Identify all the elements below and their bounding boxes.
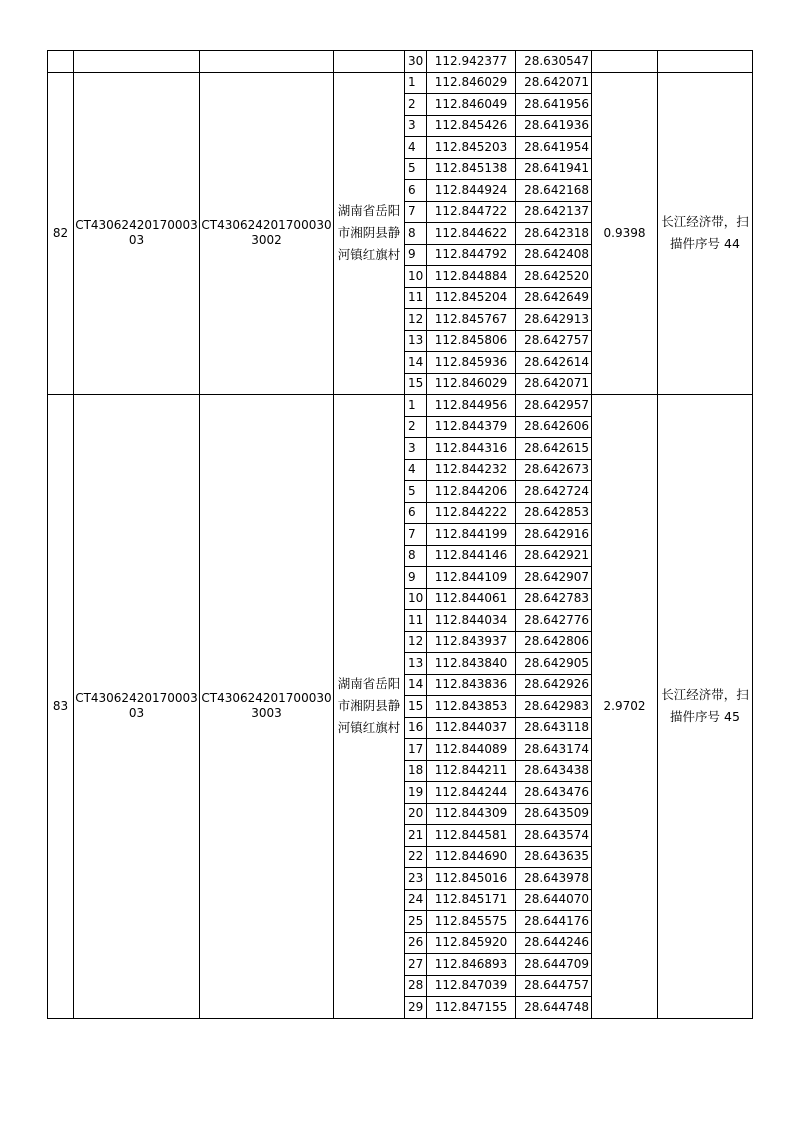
latitude-cell: 28.642408	[516, 244, 592, 266]
longitude-cell: 112.844211	[427, 760, 516, 782]
longitude-cell: 112.845016	[427, 868, 516, 890]
point-seq-cell: 1	[405, 72, 427, 94]
longitude-cell: 112.844037	[427, 717, 516, 739]
point-seq-cell: 10	[405, 588, 427, 610]
longitude-cell: 112.844061	[427, 588, 516, 610]
note-cell: 长江经济带，扫描件序号 45	[658, 395, 753, 1019]
longitude-cell: 112.942377	[427, 51, 516, 73]
longitude-cell: 112.843836	[427, 674, 516, 696]
longitude-cell: 112.844690	[427, 846, 516, 868]
point-seq-cell: 18	[405, 760, 427, 782]
latitude-cell: 28.642907	[516, 567, 592, 589]
latitude-cell: 28.642905	[516, 653, 592, 675]
longitude-cell: 112.845767	[427, 309, 516, 331]
area-cell	[592, 51, 658, 73]
latitude-cell: 28.644757	[516, 975, 592, 997]
longitude-cell: 112.844884	[427, 266, 516, 288]
point-seq-cell: 4	[405, 137, 427, 159]
longitude-cell: 112.844199	[427, 524, 516, 546]
point-seq-cell: 5	[405, 481, 427, 503]
longitude-cell: 112.844722	[427, 201, 516, 223]
point-seq-cell: 20	[405, 803, 427, 825]
point-seq-cell: 30	[405, 51, 427, 73]
note-cell	[658, 51, 753, 73]
longitude-cell: 112.844924	[427, 180, 516, 202]
table-row	[48, 72, 753, 94]
latitude-cell: 28.641941	[516, 158, 592, 180]
latitude-cell: 28.644176	[516, 911, 592, 933]
latitude-cell: 28.642776	[516, 610, 592, 632]
longitude-cell: 112.844956	[427, 395, 516, 417]
latitude-cell: 28.642806	[516, 631, 592, 653]
point-seq-cell: 16	[405, 717, 427, 739]
longitude-cell: 112.844379	[427, 416, 516, 438]
longitude-cell: 112.844034	[427, 610, 516, 632]
latitude-cell: 28.642957	[516, 395, 592, 417]
longitude-cell: 112.845920	[427, 932, 516, 954]
point-seq-cell: 21	[405, 825, 427, 847]
point-seq-cell: 22	[405, 846, 427, 868]
latitude-cell: 28.642926	[516, 674, 592, 696]
latitude-cell: 28.642853	[516, 502, 592, 524]
parcel-number-cell: 82	[48, 72, 74, 395]
longitude-cell: 112.844244	[427, 782, 516, 804]
coordinate-table	[47, 50, 753, 1019]
latitude-cell: 28.642137	[516, 201, 592, 223]
longitude-cell: 112.844222	[427, 502, 516, 524]
latitude-cell: 28.641954	[516, 137, 592, 159]
latitude-cell: 28.643509	[516, 803, 592, 825]
point-seq-cell: 7	[405, 201, 427, 223]
latitude-cell: 28.642983	[516, 696, 592, 718]
latitude-cell: 28.644246	[516, 932, 592, 954]
longitude-cell: 112.846029	[427, 72, 516, 94]
point-seq-cell: 6	[405, 180, 427, 202]
point-seq-cell: 27	[405, 954, 427, 976]
longitude-cell: 112.844089	[427, 739, 516, 761]
longitude-cell: 112.843853	[427, 696, 516, 718]
point-seq-cell: 8	[405, 545, 427, 567]
point-seq-cell: 28	[405, 975, 427, 997]
point-seq-cell: 1	[405, 395, 427, 417]
longitude-cell: 112.845138	[427, 158, 516, 180]
longitude-cell: 112.845806	[427, 330, 516, 352]
longitude-cell: 112.843937	[427, 631, 516, 653]
latitude-cell: 28.643476	[516, 782, 592, 804]
latitude-cell: 28.642916	[516, 524, 592, 546]
longitude-cell: 112.844622	[427, 223, 516, 245]
point-seq-cell: 26	[405, 932, 427, 954]
parcel-code-cell	[74, 51, 200, 73]
location-cell	[334, 51, 405, 73]
point-seq-cell: 29	[405, 997, 427, 1019]
longitude-cell: 112.844206	[427, 481, 516, 503]
latitude-cell: 28.630547	[516, 51, 592, 73]
latitude-cell: 28.642071	[516, 373, 592, 395]
plot-code-cell: CT4306242017000303003	[200, 395, 334, 1019]
area-cell: 2.9702	[592, 395, 658, 1019]
longitude-cell: 112.847039	[427, 975, 516, 997]
point-seq-cell: 3	[405, 438, 427, 460]
point-seq-cell: 5	[405, 158, 427, 180]
point-seq-cell: 15	[405, 373, 427, 395]
point-seq-cell: 12	[405, 309, 427, 331]
latitude-cell: 28.643174	[516, 739, 592, 761]
point-seq-cell: 13	[405, 653, 427, 675]
latitude-cell: 28.643118	[516, 717, 592, 739]
point-seq-cell: 12	[405, 631, 427, 653]
latitude-cell: 28.642318	[516, 223, 592, 245]
point-seq-cell: 2	[405, 416, 427, 438]
parcel-code-cell: CT4306242017000303	[74, 395, 200, 1019]
note-cell: 长江经济带，扫描件序号 44	[658, 72, 753, 395]
point-seq-cell: 15	[405, 696, 427, 718]
longitude-cell: 112.846049	[427, 94, 516, 116]
latitude-cell: 28.642615	[516, 438, 592, 460]
point-seq-cell: 14	[405, 674, 427, 696]
latitude-cell: 28.642606	[516, 416, 592, 438]
latitude-cell: 28.644070	[516, 889, 592, 911]
parcel-number-cell	[48, 51, 74, 73]
latitude-cell: 28.642921	[516, 545, 592, 567]
longitude-cell: 112.846029	[427, 373, 516, 395]
latitude-cell: 28.642071	[516, 72, 592, 94]
point-seq-cell: 11	[405, 610, 427, 632]
table-row	[48, 395, 753, 417]
point-seq-cell: 25	[405, 911, 427, 933]
longitude-cell: 112.844316	[427, 438, 516, 460]
plot-code-cell: CT4306242017000303002	[200, 72, 334, 395]
point-seq-cell: 19	[405, 782, 427, 804]
latitude-cell: 28.643574	[516, 825, 592, 847]
latitude-cell: 28.642757	[516, 330, 592, 352]
point-seq-cell: 7	[405, 524, 427, 546]
area-cell: 0.9398	[592, 72, 658, 395]
longitude-cell: 112.844146	[427, 545, 516, 567]
latitude-cell: 28.641936	[516, 115, 592, 137]
point-seq-cell: 8	[405, 223, 427, 245]
longitude-cell: 112.844581	[427, 825, 516, 847]
longitude-cell: 112.844792	[427, 244, 516, 266]
latitude-cell: 28.642783	[516, 588, 592, 610]
longitude-cell: 112.846893	[427, 954, 516, 976]
longitude-cell: 112.845171	[427, 889, 516, 911]
latitude-cell: 28.644709	[516, 954, 592, 976]
point-seq-cell: 23	[405, 868, 427, 890]
latitude-cell: 28.642913	[516, 309, 592, 331]
parcel-number-cell: 83	[48, 395, 74, 1019]
latitude-cell: 28.643635	[516, 846, 592, 868]
latitude-cell: 28.642724	[516, 481, 592, 503]
point-seq-cell: 2	[405, 94, 427, 116]
point-seq-cell: 9	[405, 567, 427, 589]
parcel-code-cell: CT4306242017000303	[74, 72, 200, 395]
longitude-cell: 112.845936	[427, 352, 516, 374]
point-seq-cell: 6	[405, 502, 427, 524]
latitude-cell: 28.642168	[516, 180, 592, 202]
latitude-cell: 28.643438	[516, 760, 592, 782]
longitude-cell: 112.845426	[427, 115, 516, 137]
location-cell: 湖南省岳阳市湘阴县静河镇红旗村	[334, 395, 405, 1019]
latitude-cell: 28.643978	[516, 868, 592, 890]
longitude-cell: 112.844232	[427, 459, 516, 481]
plot-code-cell	[200, 51, 334, 73]
latitude-cell: 28.644748	[516, 997, 592, 1019]
point-seq-cell: 24	[405, 889, 427, 911]
longitude-cell: 112.845575	[427, 911, 516, 933]
point-seq-cell: 3	[405, 115, 427, 137]
latitude-cell: 28.642614	[516, 352, 592, 374]
latitude-cell: 28.642673	[516, 459, 592, 481]
point-seq-cell: 13	[405, 330, 427, 352]
point-seq-cell: 4	[405, 459, 427, 481]
longitude-cell: 112.844109	[427, 567, 516, 589]
longitude-cell: 112.845204	[427, 287, 516, 309]
longitude-cell: 112.847155	[427, 997, 516, 1019]
latitude-cell: 28.641956	[516, 94, 592, 116]
latitude-cell: 28.642520	[516, 266, 592, 288]
location-cell: 湖南省岳阳市湘阴县静河镇红旗村	[334, 72, 405, 395]
point-seq-cell: 9	[405, 244, 427, 266]
latitude-cell: 28.642649	[516, 287, 592, 309]
point-seq-cell: 14	[405, 352, 427, 374]
longitude-cell: 112.845203	[427, 137, 516, 159]
point-seq-cell: 10	[405, 266, 427, 288]
table-row	[48, 51, 753, 73]
longitude-cell: 112.844309	[427, 803, 516, 825]
longitude-cell: 112.843840	[427, 653, 516, 675]
point-seq-cell: 17	[405, 739, 427, 761]
table-body	[48, 51, 753, 1019]
point-seq-cell: 11	[405, 287, 427, 309]
